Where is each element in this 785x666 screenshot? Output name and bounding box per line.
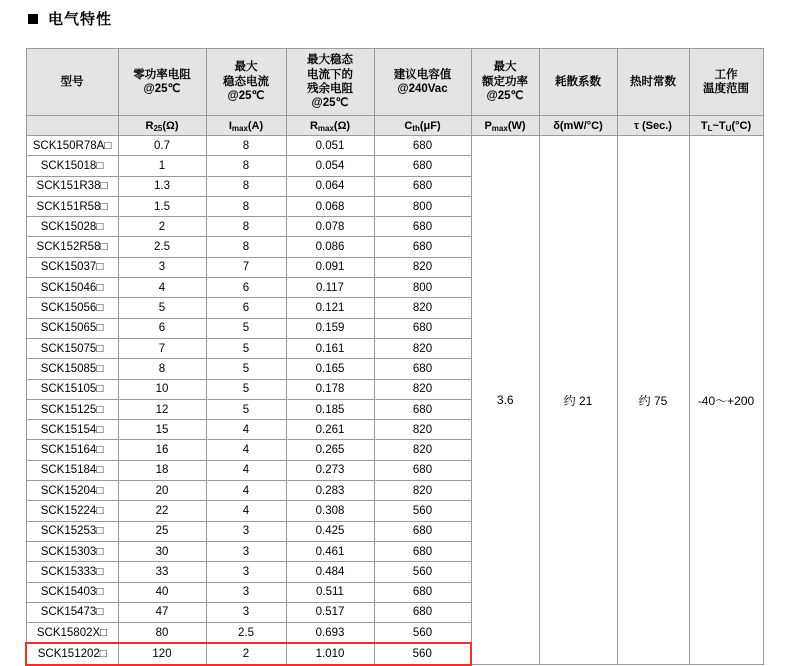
- column-header-imax-line1: 最大: [234, 61, 258, 74]
- table-body: [26, 136, 763, 665]
- cell-imax: 3: [206, 602, 286, 622]
- cell-imax: 5: [206, 338, 286, 358]
- cell-r25: 25: [118, 521, 206, 541]
- cell-r25: 1: [118, 156, 206, 176]
- column-header-cap-line2: @240Vac: [397, 83, 448, 95]
- cell-r25: 1.3: [118, 176, 206, 196]
- table-header-row-titles: [26, 49, 763, 116]
- cell-cap: 680: [374, 176, 471, 196]
- cell-rmax: 0.185: [286, 399, 374, 419]
- cell-rmax: 0.165: [286, 359, 374, 379]
- table-row: [26, 136, 763, 156]
- cell-imax: 8: [206, 217, 286, 237]
- electrical-characteristics-table-wrap: [25, 48, 762, 666]
- cell-imax: 4: [206, 440, 286, 460]
- column-header-pmax-line2: 额定功率: [482, 75, 528, 88]
- cell-rmax: 0.261: [286, 420, 374, 440]
- column-header-operating-temperature: [689, 49, 763, 116]
- cell-imax: 8: [206, 237, 286, 257]
- column-header-residual-resistance: [286, 49, 374, 116]
- cell-r25: 2.5: [118, 237, 206, 257]
- cell-rmax: 0.054: [286, 156, 374, 176]
- cell-cap: 800: [374, 278, 471, 298]
- section-heading: [28, 8, 112, 29]
- cell-rmax: 0.117: [286, 278, 374, 298]
- cell-model: SCK15204□: [26, 481, 118, 501]
- cell-imax: 6: [206, 298, 286, 318]
- cell-r25: 30: [118, 541, 206, 561]
- symbol-delta: δ(mW/°C): [539, 116, 617, 136]
- cell-model: SCK15028□: [26, 217, 118, 237]
- cell-imax: 4: [206, 501, 286, 521]
- column-header-thermal-time-constant: [617, 49, 689, 116]
- cell-r25: 12: [118, 399, 206, 419]
- symbol-pmax: $P_{max}(W)$: [471, 116, 539, 136]
- cell-cap: 680: [374, 217, 471, 237]
- cell-model: SCK15224□: [26, 501, 118, 521]
- cell-imax: 2: [206, 643, 286, 664]
- cell-rmax: 0.121: [286, 298, 374, 318]
- cell-imax: 3: [206, 582, 286, 602]
- cell-cap: 560: [374, 623, 471, 644]
- column-header-rmax-line4: @25℃: [311, 97, 349, 110]
- table-header-row-symbols: [26, 116, 763, 136]
- symbol-imax: $I_{max}(A)$: [206, 116, 286, 136]
- cell-rmax: 0.078: [286, 217, 374, 237]
- cell-model: SCK15105□: [26, 379, 118, 399]
- cell-imax: 8: [206, 196, 286, 216]
- column-header-rmax-line1: 最大稳态: [307, 54, 353, 67]
- cell-cap: 560: [374, 562, 471, 582]
- cell-r25: 4: [118, 278, 206, 298]
- cell-model: SCK15037□: [26, 257, 118, 277]
- cell-model: SCK151R58□: [26, 196, 118, 216]
- cell-r25: 40: [118, 582, 206, 602]
- cell-model: SCK15056□: [26, 298, 118, 318]
- square-bullet-icon: [28, 14, 38, 24]
- cell-model: SCK15333□: [26, 562, 118, 582]
- cell-r25: 1.5: [118, 196, 206, 216]
- cell-r25: 18: [118, 460, 206, 480]
- cell-rmax: 0.461: [286, 541, 374, 561]
- cell-r25: 5: [118, 298, 206, 318]
- cell-cap: 820: [374, 379, 471, 399]
- cell-cap: 680: [374, 582, 471, 602]
- column-header-model: [26, 49, 118, 116]
- cell-r25: 6: [118, 318, 206, 338]
- column-header-tau-line1: 热时常数: [630, 75, 676, 88]
- cell-model: SCK15473□: [26, 602, 118, 622]
- cell-model: SCK151R38□: [26, 176, 118, 196]
- column-header-rmax-line2: 电流下的: [307, 68, 353, 81]
- cell-r25: 47: [118, 602, 206, 622]
- column-header-cap-line1: 建议电容值: [393, 68, 452, 81]
- cell-imax: 5: [206, 379, 286, 399]
- cell-rmax: 0.425: [286, 521, 374, 541]
- cell-r25: 2: [118, 217, 206, 237]
- cell-model: SCK15065□: [26, 318, 118, 338]
- cell-model: SCK15403□: [26, 582, 118, 602]
- cell-cap: 820: [374, 257, 471, 277]
- cell-imax: 2.5: [206, 623, 286, 644]
- cell-imax: 5: [206, 399, 286, 419]
- column-header-pmax-line1: 最大: [493, 61, 517, 74]
- cell-cap: 820: [374, 338, 471, 358]
- symbol-tau: τ (Sec.): [617, 116, 689, 136]
- cell-model: SCK15018□: [26, 156, 118, 176]
- cell-rmax: 0.091: [286, 257, 374, 277]
- cell-r25: 10: [118, 379, 206, 399]
- column-header-max-rated-power: [471, 49, 539, 116]
- symbol-temp: $T_L\sim T_U(^\circ C)$: [689, 116, 763, 136]
- cell-rmax: 0.086: [286, 237, 374, 257]
- cell-r25: 3: [118, 257, 206, 277]
- page-title: 电气特性: [48, 11, 113, 28]
- cell-rmax: 0.273: [286, 460, 374, 480]
- cell-cap: 680: [374, 521, 471, 541]
- cell-model: SCK15125□: [26, 399, 118, 419]
- cell-imax: 6: [206, 278, 286, 298]
- column-header-delta-line1: 耗散系数: [555, 75, 601, 88]
- column-header-max-steady-current: [206, 49, 286, 116]
- column-header-temp-line2: 温度范围: [703, 83, 749, 95]
- cell-model: SCK15303□: [26, 541, 118, 561]
- cell-cap: 680: [374, 460, 471, 480]
- cell-model: SCK15154□: [26, 420, 118, 440]
- column-header-dissipation-factor: [539, 49, 617, 116]
- cell-rmax: 0.178: [286, 379, 374, 399]
- cell-r25: 0.7: [118, 136, 206, 156]
- cell-cap: 560: [374, 643, 471, 664]
- cell-imax: 7: [206, 257, 286, 277]
- column-header-pmax-line3: @25℃: [486, 90, 524, 103]
- cell-rmax: 0.161: [286, 338, 374, 358]
- cell-rmax: 0.308: [286, 501, 374, 521]
- cell-r25: 120: [118, 643, 206, 664]
- column-header-imax-line2: 稳态电流: [223, 75, 269, 88]
- cell-pmax-merged: 3.6: [471, 136, 539, 665]
- cell-imax: 4: [206, 481, 286, 501]
- column-header-temp-line1: 工作: [714, 68, 738, 81]
- cell-cap: 820: [374, 440, 471, 460]
- cell-delta-merged: 约 21: [539, 136, 617, 665]
- column-header-recommended-capacitance: [374, 49, 471, 116]
- cell-rmax: 0.064: [286, 176, 374, 196]
- cell-model: SCK15046□: [26, 278, 118, 298]
- symbol-cap: $C_{th}(\mu F)$: [374, 116, 471, 136]
- cell-model: SCK15184□: [26, 460, 118, 480]
- cell-r25: 22: [118, 501, 206, 521]
- cell-r25: 16: [118, 440, 206, 460]
- cell-imax: 4: [206, 460, 286, 480]
- cell-imax: 8: [206, 136, 286, 156]
- cell-imax: 8: [206, 176, 286, 196]
- cell-rmax: 1.010: [286, 643, 374, 664]
- cell-cap: 680: [374, 602, 471, 622]
- symbol-r25: $R_{25}(\Omega)$: [118, 116, 206, 136]
- cell-rmax: 0.051: [286, 136, 374, 156]
- column-header-r25-line1: 零功率电阻: [133, 68, 191, 81]
- cell-model: SCK15085□: [26, 359, 118, 379]
- cell-rmax: 0.265: [286, 440, 374, 460]
- cell-cap: 820: [374, 420, 471, 440]
- table-header: [26, 49, 763, 136]
- cell-cap: 680: [374, 541, 471, 561]
- cell-r25: 33: [118, 562, 206, 582]
- cell-cap: 820: [374, 298, 471, 318]
- cell-cap: 680: [374, 318, 471, 338]
- column-header-r25-line2: @25℃: [143, 83, 181, 95]
- cell-cap: 560: [374, 501, 471, 521]
- cell-cap: 680: [374, 399, 471, 419]
- cell-model: SCK150R78A□: [26, 136, 118, 156]
- cell-r25: 20: [118, 481, 206, 501]
- cell-cap: 680: [374, 156, 471, 176]
- cell-rmax: 0.511: [286, 582, 374, 602]
- cell-r25: 15: [118, 420, 206, 440]
- cell-r25: 7: [118, 338, 206, 358]
- cell-cap: 680: [374, 237, 471, 257]
- cell-imax: 4: [206, 420, 286, 440]
- cell-temp-merged: -40～+200: [689, 136, 763, 665]
- cell-rmax: 0.068: [286, 196, 374, 216]
- cell-imax: 3: [206, 521, 286, 541]
- cell-model: SCK15802X□: [26, 623, 118, 644]
- cell-r25: 80: [118, 623, 206, 644]
- cell-model: SCK15075□: [26, 338, 118, 358]
- column-header-model-line1: 型号: [60, 75, 84, 88]
- cell-cap: 680: [374, 136, 471, 156]
- cell-imax: 5: [206, 359, 286, 379]
- cell-r25: 8: [118, 359, 206, 379]
- electrical-characteristics-table: [25, 48, 764, 666]
- cell-rmax: 0.159: [286, 318, 374, 338]
- cell-model: SCK151202□: [26, 643, 118, 664]
- cell-imax: 8: [206, 156, 286, 176]
- cell-cap: 800: [374, 196, 471, 216]
- cell-model: SCK152R58□: [26, 237, 118, 257]
- cell-model: SCK15164□: [26, 440, 118, 460]
- symbol-rmax: $R_{max}(\Omega)$: [286, 116, 374, 136]
- symbol-model: [26, 116, 118, 136]
- column-header-zero-power-resistance: [118, 49, 206, 116]
- cell-imax: 3: [206, 562, 286, 582]
- cell-rmax: 0.484: [286, 562, 374, 582]
- cell-tau-merged: 约 75: [617, 136, 689, 665]
- cell-imax: 5: [206, 318, 286, 338]
- cell-cap: 820: [374, 481, 471, 501]
- column-header-rmax-line3: 残余电阻: [307, 83, 353, 95]
- cell-imax: 3: [206, 541, 286, 561]
- cell-model: SCK15253□: [26, 521, 118, 541]
- cell-cap: 680: [374, 359, 471, 379]
- cell-rmax: 0.283: [286, 481, 374, 501]
- cell-rmax: 0.693: [286, 623, 374, 644]
- cell-rmax: 0.517: [286, 602, 374, 622]
- column-header-imax-line3: @25℃: [227, 90, 265, 103]
